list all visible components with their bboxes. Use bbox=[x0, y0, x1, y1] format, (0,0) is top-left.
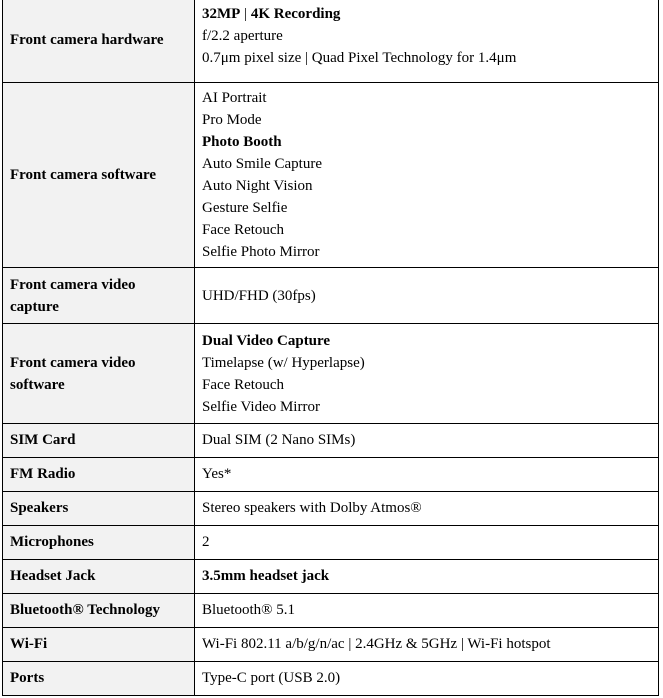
spec-value-line: 32MP | 4K Recording bbox=[202, 6, 341, 22]
spec-value-line: Photo Booth bbox=[202, 134, 282, 150]
spec-value bbox=[195, 324, 659, 424]
spec-row-wifi bbox=[3, 628, 659, 662]
spec-value bbox=[195, 458, 659, 492]
spec-label: Front camera software bbox=[3, 83, 195, 268]
spec-value-line: Selfie Photo Mirror bbox=[202, 244, 320, 260]
spec-label: Ports bbox=[3, 662, 195, 696]
spec-label: Front camera video capture bbox=[3, 268, 195, 324]
spec-value-line: 3.5mm headset jack bbox=[202, 568, 330, 584]
spec-row-headset-jack bbox=[3, 560, 659, 594]
spec-value-line: Pro Mode bbox=[202, 112, 262, 128]
spec-value-line: Auto Smile Capture bbox=[202, 156, 322, 172]
spec-row-front-camera-video-capture bbox=[3, 268, 659, 324]
spec-value-line: Gesture Selfie bbox=[202, 200, 288, 216]
spec-value-line: Timelapse (w/ Hyperlapse) bbox=[202, 354, 365, 371]
spec-value-line: Auto Night Vision bbox=[202, 178, 313, 194]
spec-value-line: Bluetooth® 5.1 bbox=[202, 602, 296, 618]
spec-label: Speakers bbox=[3, 492, 195, 526]
spec-row-sim-card bbox=[3, 424, 659, 458]
spec-value bbox=[195, 594, 659, 628]
spec-label: Microphones bbox=[3, 526, 195, 560]
spec-row-front-camera-software bbox=[3, 83, 659, 268]
spec-value-line: 0.7μm pixel size | Quad Pixel Technology for 1.4μm bbox=[202, 50, 517, 66]
spec-value-line: UHD/FHD (30fps) bbox=[202, 287, 316, 304]
spec-label: Bluetooth® Technology bbox=[3, 594, 195, 628]
spec-value bbox=[195, 662, 659, 696]
spec-value bbox=[195, 0, 659, 83]
spec-value-line: Stereo speakers with Dolby Atmos® bbox=[202, 500, 422, 516]
spec-label: Headset Jack bbox=[3, 560, 195, 594]
spec-value-line: Type-C port (USB 2.0) bbox=[202, 670, 341, 686]
spec-row-microphones bbox=[3, 526, 659, 560]
spec-label: Front camera video software bbox=[3, 324, 195, 424]
spec-value bbox=[195, 560, 659, 594]
spec-row-ports bbox=[3, 662, 659, 696]
spec-label: Wi-Fi bbox=[3, 628, 195, 662]
spec-value-line: AI Portrait bbox=[202, 90, 267, 106]
spec-value-line: Yes* bbox=[202, 466, 232, 482]
spec-value-line: 2 bbox=[202, 534, 210, 550]
spec-row-speakers bbox=[3, 492, 659, 526]
spec-value bbox=[195, 628, 659, 662]
spec-value-line: Selfie Video Mirror bbox=[202, 398, 320, 415]
spec-row-fm-radio bbox=[3, 458, 659, 492]
spec-value bbox=[195, 424, 659, 458]
spec-value-line: Wi-Fi 802.11 a/b/g/n/ac | 2.4GHz & 5GHz | Wi-Fi hotspot bbox=[202, 636, 551, 652]
spec-label: Front camera hardware bbox=[3, 0, 195, 83]
spec-value bbox=[195, 492, 659, 526]
spec-value-line: Face Retouch bbox=[202, 376, 285, 393]
spec-row-bluetooth bbox=[3, 594, 659, 628]
spec-row-front-camera-hardware bbox=[3, 0, 659, 83]
spec-value-line: Face Retouch bbox=[202, 222, 285, 238]
spec-value-line: Dual SIM (2 Nano SIMs) bbox=[202, 432, 356, 448]
spec-value bbox=[195, 83, 659, 268]
spec-value bbox=[195, 526, 659, 560]
spec-label: SIM Card bbox=[3, 424, 195, 458]
spec-value bbox=[195, 268, 659, 324]
spec-value-line: Dual Video Capture bbox=[202, 332, 331, 349]
spec-label: FM Radio bbox=[3, 458, 195, 492]
spec-value-line: f/2.2 aperture bbox=[202, 28, 283, 44]
spec-table bbox=[2, 0, 659, 696]
spec-row-front-camera-video-software bbox=[3, 324, 659, 424]
